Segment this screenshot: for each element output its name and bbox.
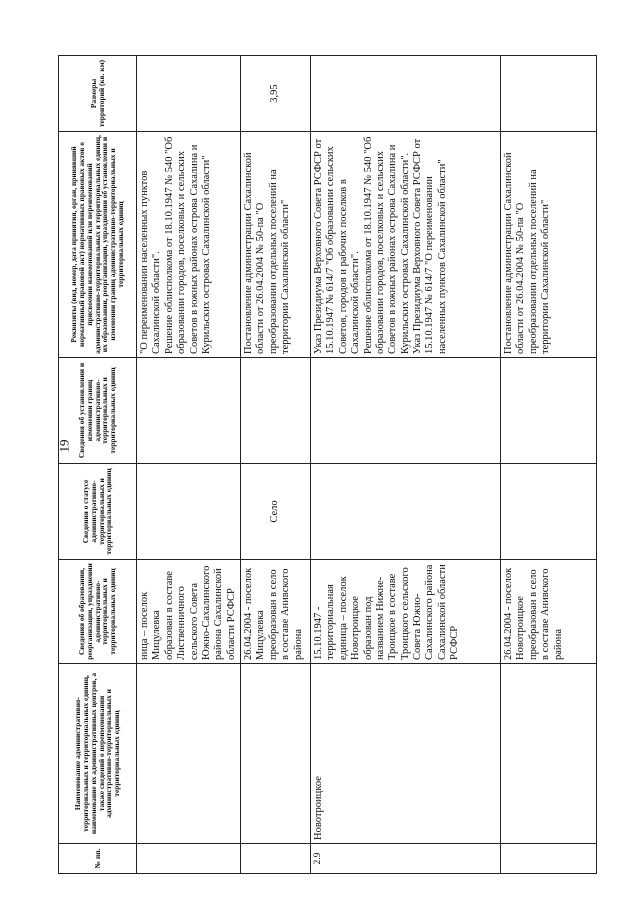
row-acts: "О переименовании населенных пунктов Сахалинской области". Решение облисполкома от 18.10.1947 № 540 "Об образовании городов, поселковых и сельских Советов в южных районах острова Сахалина и Курильских островах Сахалинской области" — [137, 132, 241, 358]
table-row — [137, 56, 241, 874]
row-borders — [501, 358, 597, 464]
row-num — [137, 844, 241, 874]
row-status: Село — [241, 464, 311, 560]
header-name: Наименование административно-территориальных и территориальных единиц, наименование их административных центров, а также сведений о переименовании административно-территориальных и территориальных единиц — [59, 664, 137, 844]
row-name — [241, 664, 311, 844]
row-area: 3,95 — [241, 56, 311, 132]
header-acts: Реквизиты (вид, номер, дата принятия, орган, принявший нормативный правовой акт) нормативных правовых актов о присвоении наименований или переименований административно-территориальных и территориальных единиц, их образовании, реорганизации, упразднении об установлении и изменении границ административно-территориальных и территориальных единиц — [59, 132, 137, 358]
row-borders — [311, 358, 501, 464]
row-status — [137, 464, 241, 560]
row-borders — [137, 358, 241, 464]
header-status: Сведения о статусе административно-территориальных и территориальных единиц — [59, 464, 137, 560]
row-num: 2.9 — [311, 844, 501, 874]
row-name — [137, 664, 241, 844]
table-row — [311, 56, 501, 874]
row-formation: ница – поселок Мицулевка образован в составе Лиственничного сельского Совета Южно-Сахалинского района Сахалинской области РСФСР — [137, 560, 241, 664]
row-name: Новотроицкое — [311, 664, 501, 844]
row-acts: Постановление администрации Сахалинской области от 26.04.2004 № 50-па "О преобразовании отдельных поселений на территории Сахалинской области" — [501, 132, 597, 358]
row-acts: Постановление администрации Сахалинской области от 26.04.2004 № 50-па "О преобразовании отдельных поселений на территории Сахалинской области" — [241, 132, 311, 358]
row-num — [241, 844, 311, 874]
row-area — [501, 56, 597, 132]
row-area — [137, 56, 241, 132]
page-number: 19 — [56, 439, 72, 453]
registry-table — [58, 55, 597, 874]
table-row — [241, 56, 311, 874]
row-formation: 26.04.2004 - поселок Новотроицкое преобразован в село в составе Анивского района — [501, 560, 597, 664]
row-borders — [241, 358, 311, 464]
header-formation: Сведения об образовании, реорганизации, упразднении административно-территориальных и территориальных единиц — [59, 560, 137, 664]
header-area: Размеры территорий (кв. км) — [59, 56, 137, 132]
row-area — [311, 56, 501, 132]
row-status — [311, 464, 501, 560]
row-name — [501, 664, 597, 844]
table-row — [501, 56, 597, 874]
row-acts: Указ Президиума Верховного Совета РСФСР от 15.10.1947 № 614/7 "Об образовании сельских Советов, городов и рабочих поселков в Сахалинской области". Решение облисполкома от 18.10.1947 № 540 "Об образовании городов, поселковых и сельских Советов в южных районах острова Сахалина и Курильских островах Сахалинской области". Указ Президиума Верховного Совета РСФСР от 15.10.1947 № 614/7 "О переименовании населенных пунктов Сахалинской области" — [311, 132, 501, 358]
rotated-table-sheet — [58, 56, 580, 874]
row-formation: 15.10.1947 - территориальная единица – поселок Новотроицкое образован под названием Нижне-Троицкое в составе Троицкого сельского Совета Южно-Сахалинского района Сахалинской области РСФСР — [311, 560, 501, 664]
header-row — [59, 56, 137, 874]
row-status — [501, 464, 597, 560]
header-num: № пп. — [59, 844, 137, 874]
row-formation: 26.04.2004 - поселок Мицулевка преобразован в село в составе Анивского района — [241, 560, 311, 664]
header-borders: Сведения об установлении и изменении границ административно-территориальных и территориальных единиц — [59, 358, 137, 464]
row-num — [501, 844, 597, 874]
